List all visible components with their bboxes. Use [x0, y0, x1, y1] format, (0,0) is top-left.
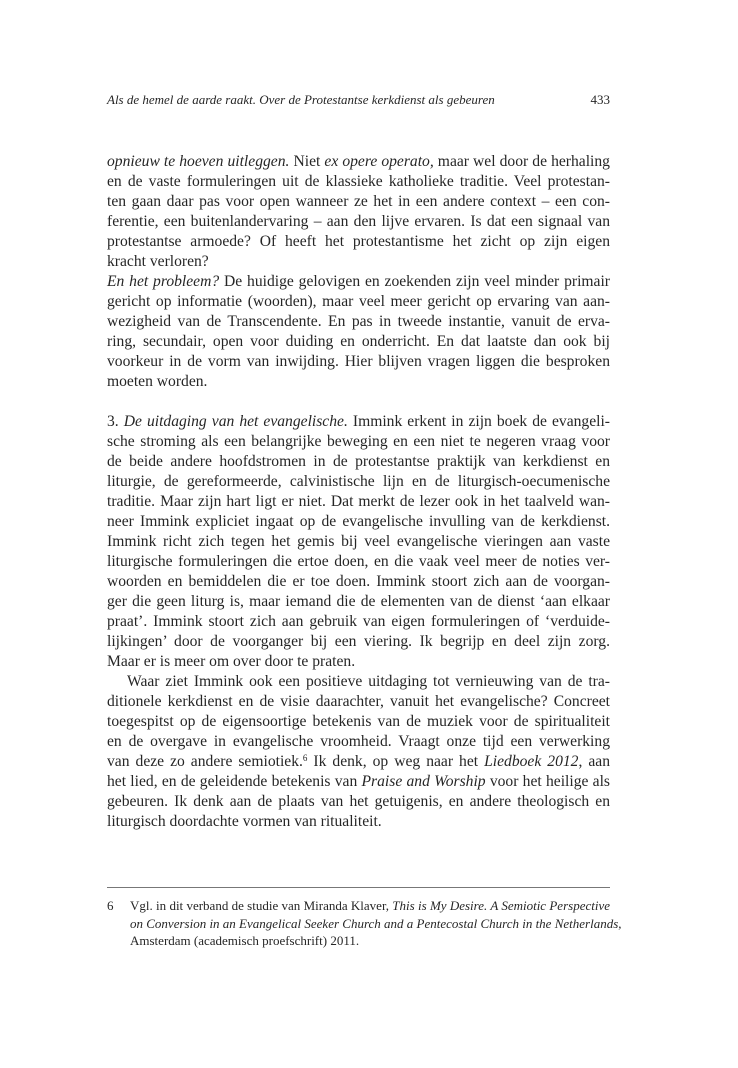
text-line — [107, 672, 610, 692]
text-line — [107, 592, 610, 612]
text-segment: ferentie, een buitenlandervaring – aan den lijve ervaren. Is dat een signaal van — [107, 213, 610, 230]
text-segment: ten gaan daar pas voor open wanneer ze het in een andere context – een con- — [107, 193, 610, 210]
text-segment: woorden en bemiddelen die er toe doen. Immink stoort zich aan de voorgan- — [107, 573, 610, 590]
text-line — [107, 752, 610, 772]
text-segment: ger die geen liturg is, maar iemand die de elementen van de dienst ‘aan elkaar — [107, 593, 610, 610]
text-line — [107, 452, 610, 472]
text-line — [107, 232, 610, 252]
footnote — [107, 897, 622, 950]
text-line — [107, 152, 610, 172]
text-segment: Vgl. in dit verband de studie van Miranda Klaver, — [130, 898, 393, 913]
text-line — [107, 632, 610, 652]
text-line — [107, 332, 610, 352]
text-segment: van deze zo andere semiotiek. — [107, 753, 303, 770]
text-segment: voorkeur in de vorm van inwijding. Hier blijven vragen liggen die besproken — [107, 353, 610, 370]
text-line — [107, 372, 610, 392]
text-line — [107, 272, 610, 292]
text-segment: liturgie, de gereformeerde, calvinistische lijn en de liturgisch-oecumenische — [107, 473, 610, 490]
text-line — [107, 512, 610, 532]
text-line — [107, 492, 610, 512]
text-segment: De huidige gelovigen en zoekenden zijn veel minder primair — [219, 273, 610, 290]
text-line — [107, 712, 610, 732]
paragraph-gap — [107, 392, 610, 412]
text-segment: traditie. Maar zijn hart ligt er niet. Dat merkt de lezer ook in het taalveld wan- — [107, 493, 610, 510]
text-line — [107, 172, 610, 192]
text-line — [130, 897, 610, 915]
text-segment: Amsterdam (academisch proefschrift) 2011. — [130, 933, 360, 948]
text-segment: en de overgave in evangelische vroomheid. Vraagt onze tijd een verwerking — [107, 733, 610, 750]
italic-text: on Conversion in an Evangelical Seeker Church and a Pentecostal Church in the Netherlands, — [130, 915, 622, 931]
text-segment: het lied, en de geleidende betekenis van — [107, 773, 362, 790]
footnote-divider — [107, 887, 610, 888]
italic-text: Praise and Worship — [361, 773, 486, 790]
text-segment: Maar er is meer om over door te praten. — [107, 653, 356, 670]
text-segment: , aan — [578, 753, 611, 770]
text-line — [107, 532, 610, 552]
text-segment: gebeuren. Ik denk aan de plaats van het getuigenis, en andere theologisch en — [107, 793, 610, 810]
text-segment: lijkingen’ door de voorganger bij een viering. Ik begrijp en deel zijn zorg. — [107, 633, 610, 650]
text-line — [107, 812, 610, 832]
text-segment: gericht op informatie (woorden), maar veel meer gericht op ervaring van aan- — [107, 293, 610, 310]
text-segment: neer Immink expliciet ingaat op de evangelische invulling van de kerkdienst. — [107, 513, 610, 530]
text-line — [107, 732, 610, 752]
italic-text: opnieuw te hoeven uitleggen. — [107, 153, 290, 170]
italic-text: De uitdaging van het evangelische. — [123, 413, 348, 430]
text-segment: ring, secundair, open voor duiding en onderricht. En dat laatste dan ook bij — [107, 333, 610, 350]
text-segment: moeten worden. — [107, 373, 208, 390]
text-line — [107, 792, 610, 812]
text-segment: en de vaste formuleringen uit de klassieke katholieke traditie. Veel protestan- — [107, 173, 610, 190]
text-line — [107, 552, 610, 572]
italic-text: Liedboek 2012 — [484, 753, 579, 770]
text-segment: Waar ziet Immink ook een positieve uitdaging tot vernieuwing van de tra- — [127, 673, 610, 690]
text-line — [130, 932, 610, 950]
running-title: Als de hemel de aarde raakt. Over de Protestantse kerkdienst als gebeuren — [107, 92, 495, 107]
text-line — [107, 652, 610, 672]
text-segment: Niet — [289, 153, 325, 170]
italic-text: This is My Desire. A Semiotic Perspective — [392, 898, 610, 913]
text-line — [107, 252, 610, 272]
body-text — [107, 152, 610, 832]
text-segment: liturgisch doordachte vormen van ritualiteit. — [107, 813, 382, 830]
text-segment: ditionele kerkdienst en de visie daarachter, vanuit het evangelische? Concreet — [107, 693, 610, 710]
footnote-text — [130, 897, 622, 950]
footnote-number: 6 — [107, 898, 114, 913]
text-segment: wezigheid van de Transcendente. En pas in tweede instantie, vanuit de erva- — [107, 313, 610, 330]
text-segment: Immink richt zich tegen het gemis bij veel evangelische vieringen aan vaste — [107, 533, 610, 550]
text-segment: protestantse armoede? Of heeft het protestantisme het zicht op zijn eigen — [107, 233, 610, 250]
text-line — [107, 352, 610, 372]
text-segment: voor het heilige als — [485, 773, 611, 790]
text-line — [107, 192, 610, 212]
text-line — [107, 572, 610, 592]
text-segment: kracht verloren? — [107, 253, 209, 270]
text-segment: 3. — [107, 413, 124, 430]
text-line — [130, 915, 622, 933]
text-line — [107, 432, 610, 452]
text-line — [107, 472, 610, 492]
text-line — [107, 412, 610, 432]
text-line — [107, 612, 610, 632]
running-header — [107, 91, 610, 109]
italic-text: ex opere operato, — [324, 153, 434, 170]
text-segment: maar wel door de herhaling — [433, 153, 610, 170]
text-segment: praat’. Immink stoort zich aan gebruik van eigen formuleringen of ‘verduide- — [107, 613, 610, 630]
text-line — [107, 692, 610, 712]
footnote-reference[interactable]: 6 — [302, 753, 308, 763]
text-segment: de beide andere hoofdstromen in de protestantse praktijk van kerkdienst en — [107, 453, 610, 470]
text-segment: liturgische formuleringen die ertoe doen, en die vaak veel meer de noties ver- — [107, 553, 610, 570]
text-line — [107, 212, 610, 232]
text-segment: toegespitst op de eigensoortige betekenis van de muziek voor de spiritualiteit — [107, 713, 610, 730]
text-line — [107, 312, 610, 332]
text-segment: sche stroming als een belangrijke beweging en een niet te negeren vraag voor — [107, 433, 610, 450]
italic-text: En het probleem? — [107, 273, 220, 290]
text-segment: Immink erkent in zijn boek de evangeli- — [347, 413, 611, 430]
text-line — [107, 292, 610, 312]
text-line — [107, 772, 610, 792]
text-segment: Ik denk, op weg naar het — [307, 753, 485, 770]
page-number: 433 — [590, 92, 610, 107]
